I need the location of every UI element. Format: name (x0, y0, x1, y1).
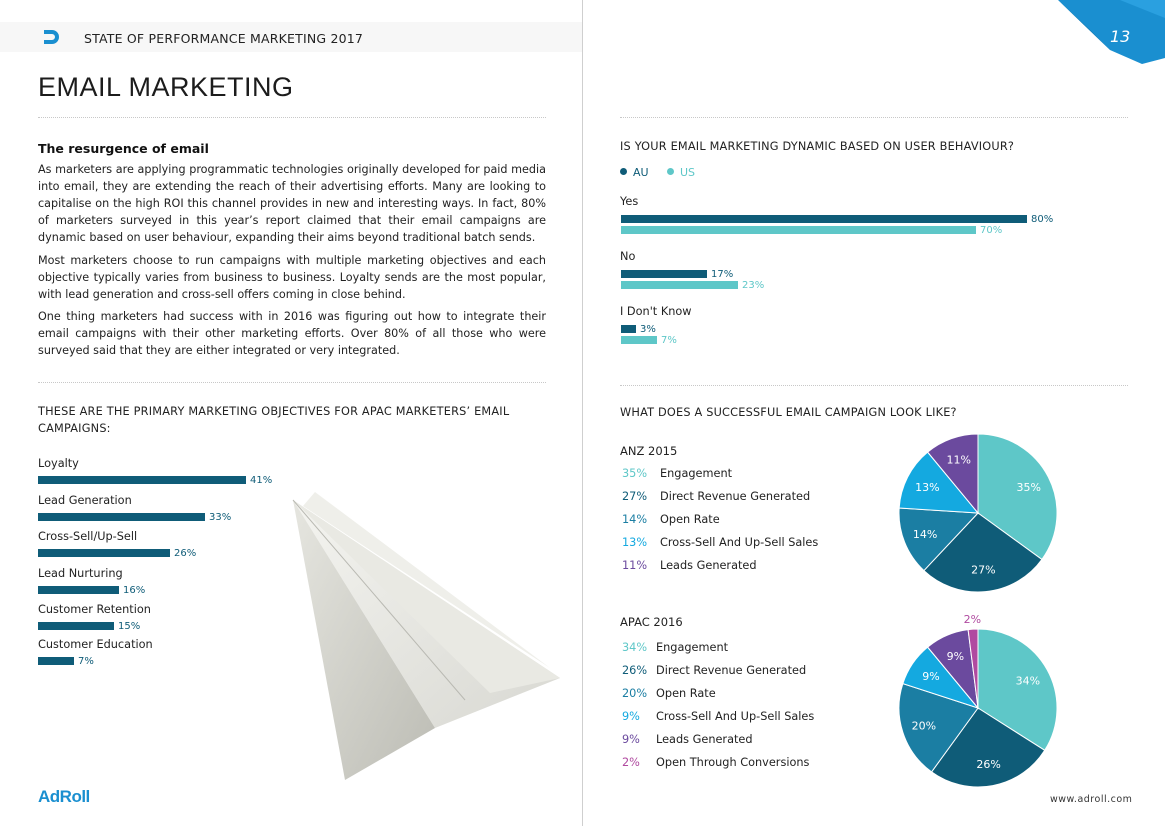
objective-value: 15% (118, 621, 141, 632)
campaign-percent: 11% (622, 559, 648, 572)
dynamic-value-au: 80% (1031, 214, 1054, 225)
campaign-label: Engagement (660, 467, 733, 480)
campaign-percent: 14% (622, 513, 648, 526)
report-title: STATE OF PERFORMANCE MARKETING 2017 (84, 31, 364, 46)
objective-bar (38, 549, 170, 557)
footer-brand-logo: AdRoll (38, 787, 90, 806)
campaign-percent: 9% (622, 733, 640, 746)
apac-2016-title: APAC 2016 (620, 615, 683, 629)
objective-label: Lead Nurturing (38, 567, 123, 580)
intro-subhead: The resurgence of email (38, 141, 209, 156)
objectives-title: THESE ARE THE PRIMARY MARKETING OBJECTIVES FOR APAC MARKETERS’ EMAIL CAMPAIGNS: (38, 405, 510, 435)
dynamic-bar-au (621, 270, 707, 278)
page-corner-decoration (1050, 0, 1165, 70)
objective-label: Lead Generation (38, 494, 132, 507)
campaign-percent: 27% (622, 490, 648, 503)
campaign-percent: 26% (622, 664, 648, 677)
pie-slice-label: 14% (912, 527, 938, 541)
pie-slice-label: 20% (911, 719, 937, 733)
dynamic-value-au: 3% (640, 324, 656, 335)
pie-slice-label: 27% (971, 563, 996, 577)
campaign-label: Cross-Sell And Up-Sell Sales (660, 536, 819, 549)
divider (38, 117, 546, 118)
pie-slice-label: 34% (1015, 674, 1041, 688)
campaign-section-title: WHAT DOES A SUCCESSFUL EMAIL CAMPAIGN LOOK LIKE? (620, 406, 957, 419)
objective-value: 16% (123, 585, 146, 596)
pie-slice-label: 11% (946, 453, 971, 467)
campaign-percent: 20% (622, 687, 648, 700)
dynamic-value-us: 70% (980, 225, 1003, 236)
legend-au-dot (620, 168, 627, 175)
pie-slice-label: 13% (915, 481, 940, 495)
dynamic-category-label: Yes (620, 195, 639, 208)
pie-slice-label: 26% (976, 757, 1001, 771)
campaign-percent: 35% (622, 467, 648, 480)
objective-value: 26% (174, 548, 197, 559)
objective-bar (38, 657, 74, 665)
campaign-percent: 2% (622, 756, 640, 769)
campaign-label: Engagement (656, 641, 729, 654)
divider (38, 382, 546, 383)
campaign-label: Direct Revenue Generated (660, 490, 811, 503)
objective-label: Customer Retention (38, 603, 151, 616)
legend-us-dot (667, 168, 674, 175)
objective-bar (38, 586, 119, 594)
campaign-percent: 13% (622, 536, 648, 549)
anz-2015-title: ANZ 2015 (620, 444, 678, 458)
campaign-label: Leads Generated (660, 559, 757, 572)
pie-slice-label: 35% (1016, 481, 1041, 495)
campaign-label: Leads Generated (656, 733, 753, 746)
adroll-logo-icon (38, 24, 64, 50)
anz-2015-pie-chart (888, 425, 1068, 605)
dynamic-bar-us (621, 281, 738, 289)
dynamic-bar-us (621, 226, 976, 234)
intro-paragraph: Most marketers choose to run campaigns with multiple marketing objectives and each objective typically varies from business to business. Loyalty sends are the most popular, with lead generation and cross-sell offers coming in close behind. (38, 254, 546, 301)
page-title: EMAIL MARKETING (38, 72, 294, 102)
objective-value: 41% (250, 475, 273, 486)
campaign-label: Direct Revenue Generated (656, 664, 807, 677)
pie-slice-label: 9% (946, 649, 965, 663)
campaign-label: Open Rate (660, 513, 720, 526)
dynamic-chart-title: IS YOUR EMAIL MARKETING DYNAMIC BASED ON USER BEHAVIOUR? (620, 140, 1015, 153)
objective-label: Cross-Sell/Up-Sell (38, 530, 138, 543)
campaign-label: Open Through Conversions (656, 756, 810, 769)
dynamic-bar-us (621, 336, 657, 344)
footer-url: www.adroll.com (1050, 794, 1133, 805)
intro-paragraph: As marketers are applying programmatic technologies originally developed for paid media into email, they are extending the reach of their advertising efforts. Many are looking to capitalise on the high ROI this channel provides in new and interesting ways. In fact, 80% of marketers surveyed in this year’s report claimed that their email campaigns are dynamic based on user behaviour, expanding their aims beyond traditional batch sends. (38, 163, 546, 244)
pie-slice-label: 9% (922, 670, 940, 684)
campaign-percent: 34% (622, 641, 648, 654)
legend-us: US (667, 166, 695, 179)
objective-value: 33% (209, 512, 232, 523)
legend-au: AU (620, 166, 649, 179)
pie-slice-label: 2% (963, 613, 982, 627)
dynamic-category-label: I Don't Know (620, 305, 692, 318)
objective-bar (38, 476, 246, 484)
campaign-label: Cross-Sell And Up-Sell Sales (656, 710, 815, 723)
objective-bar (38, 513, 205, 521)
dynamic-value-au: 17% (711, 269, 734, 280)
campaign-label: Open Rate (656, 687, 716, 700)
intro-paragraph: One thing marketers had success with in 2016 was figuring out how to integrate their email campaigns with their other marketing efforts. Over 80% of all those who were surveyed said that they are either integrated or very integrated. (38, 310, 546, 357)
divider (620, 117, 1128, 118)
objective-label: Loyalty (38, 457, 79, 470)
objective-label: Customer Education (38, 638, 153, 651)
dynamic-value-us: 7% (661, 335, 677, 346)
dynamic-category-label: No (620, 250, 636, 263)
paper-plane-illustration (285, 478, 585, 788)
apac-2016-pie-chart (888, 600, 1068, 800)
dynamic-value-us: 23% (742, 280, 765, 291)
objective-bar (38, 622, 114, 630)
objective-value: 7% (78, 656, 94, 667)
dynamic-bar-au (621, 215, 1027, 223)
dynamic-bar-au (621, 325, 636, 333)
page-number: 13 (1110, 27, 1131, 46)
campaign-percent: 9% (622, 710, 640, 723)
divider (620, 385, 1128, 386)
